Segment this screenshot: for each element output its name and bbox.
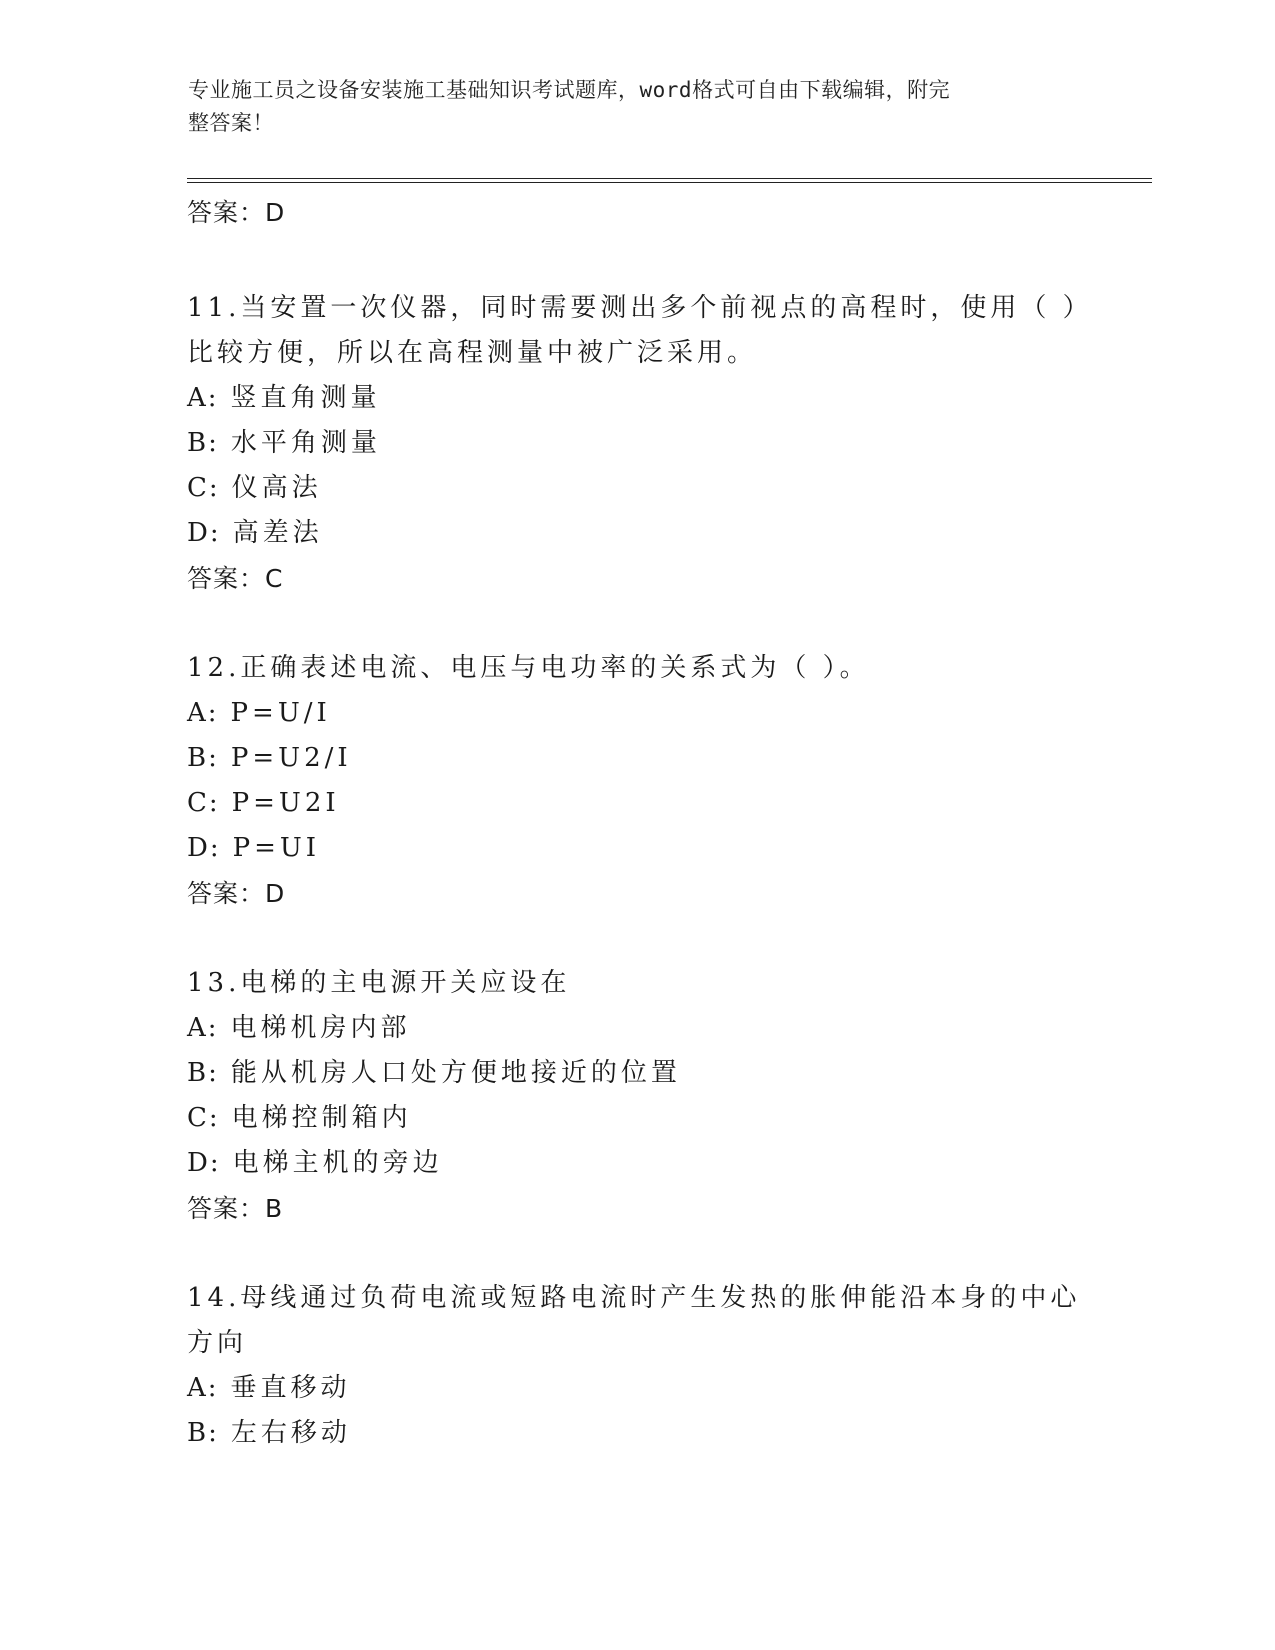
question-13	[187, 961, 1087, 1232]
option-a	[187, 1006, 1087, 1051]
option-text: 电梯机房内部	[230, 1013, 411, 1043]
option-text: P=U2I	[231, 788, 340, 818]
option-label: A:	[187, 698, 219, 728]
option-text: 竖直角测量	[230, 383, 381, 413]
option-text: P=U2/I	[230, 743, 352, 773]
answer: 答案：B	[187, 1194, 284, 1223]
option-c	[187, 1096, 1087, 1141]
answer: 答案：D	[187, 879, 286, 908]
option-label: D:	[187, 833, 221, 863]
option-text: 电梯控制箱内	[231, 1103, 412, 1133]
option-d	[187, 511, 1087, 556]
option-text: 高差法	[232, 518, 323, 548]
option-label: A:	[187, 1373, 219, 1403]
answer: 答案：C	[187, 564, 284, 593]
option-label: B:	[187, 428, 219, 458]
option-label: C:	[187, 788, 220, 818]
option-d	[187, 826, 1087, 871]
option-a	[187, 1366, 1087, 1411]
header-line-2: 整答案！	[188, 111, 274, 135]
header-divider-top	[187, 178, 1152, 179]
option-b	[187, 1411, 1087, 1456]
option-label: B:	[187, 743, 219, 773]
option-text: P=UI	[232, 833, 321, 863]
option-a	[187, 376, 1087, 421]
option-label: D:	[187, 518, 221, 548]
header-line-1: 专业施工员之设备安装施工基础知识考试题库，word格式可自由下载编辑，附完	[188, 78, 951, 102]
question-12	[187, 646, 1087, 917]
option-label: A:	[187, 383, 219, 413]
option-label: C:	[187, 1103, 220, 1133]
option-text: P=U/I	[230, 698, 331, 728]
option-label: B:	[187, 1058, 219, 1088]
option-text: 电梯主机的旁边	[232, 1148, 443, 1178]
header-divider-bottom	[187, 182, 1152, 183]
option-c	[187, 466, 1087, 511]
option-text: 能从机房人口处方便地接近的位置	[230, 1058, 681, 1088]
question-list	[187, 190, 1087, 1456]
document-header	[188, 74, 1068, 140]
previous-answer: 答案：D	[187, 198, 286, 227]
question-14	[187, 1276, 1087, 1456]
option-d	[187, 1141, 1087, 1186]
option-b	[187, 421, 1087, 466]
option-label: C:	[187, 473, 220, 503]
option-label: A:	[187, 1013, 219, 1043]
question-text: 14.母线通过负荷电流或短路电流时产生发热的胀伸能沿本身的中心方向	[187, 1283, 1081, 1358]
option-b	[187, 1051, 1087, 1096]
option-a	[187, 691, 1087, 736]
option-text: 左右移动	[230, 1418, 351, 1448]
option-label: D:	[187, 1148, 221, 1178]
question-11	[187, 286, 1087, 602]
option-text: 仪高法	[231, 473, 322, 503]
question-text: 12.正确表述电流、电压与电功率的关系式为（ ）。	[187, 653, 870, 683]
question-text: 13.电梯的主电源开关应设在	[187, 968, 571, 998]
option-text: 垂直移动	[230, 1373, 351, 1403]
option-label: B:	[187, 1418, 219, 1448]
option-c	[187, 781, 1087, 826]
option-text: 水平角测量	[230, 428, 381, 458]
question-text: 11.当安置一次仪器，同时需要测出多个前视点的高程时，使用（ ）比较方便，所以在高程测量中被广泛采用。	[187, 293, 1080, 368]
option-b	[187, 736, 1087, 781]
